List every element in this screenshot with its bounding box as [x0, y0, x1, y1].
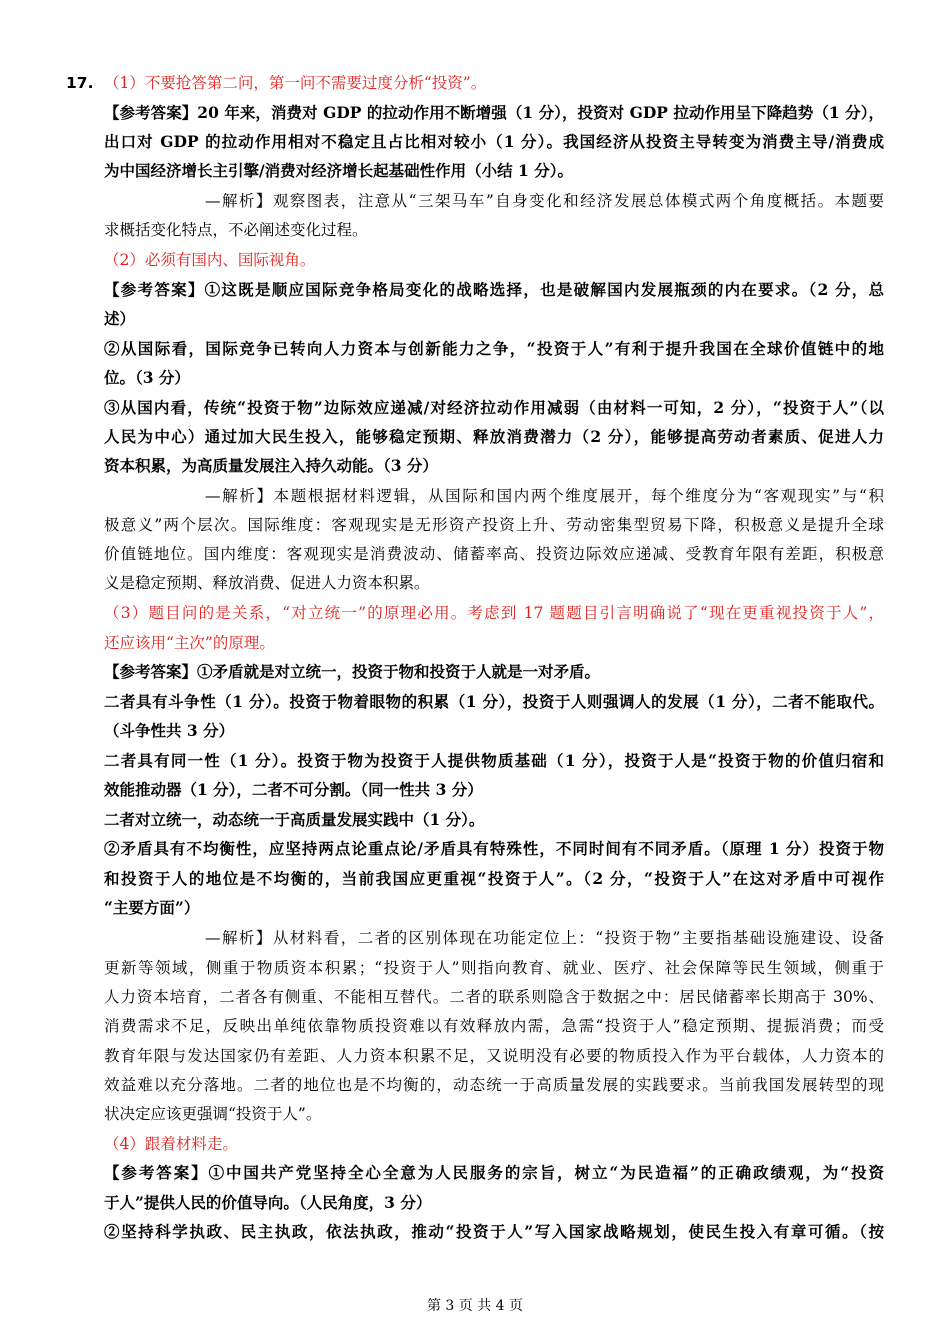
- text-line: 人民为中心）通过加大民生投入，能够稳定预期、释放消费潜力（2 分），能够提高劳动者素质、促进人力: [104, 427, 884, 446]
- page-footer: 第 3 页 共 4 页: [426, 1298, 524, 1314]
- text-line: 极意义”两个层次。国际维度：客观现实是无形资产投资上升、劳动密集型贸易下降，积极意义是提升全球: [104, 516, 884, 534]
- text-line: —解析】观察图表，注意从“三架马车”自身变化和经济发展总体模式两个角度概括。本题要: [205, 192, 884, 210]
- text-line: ②从国际看，国际竞争已转向人力资本与创新能力之争，“投资于人”有利于提升我国在全球价值链中的地: [104, 339, 884, 358]
- text-line: 述）: [104, 309, 136, 328]
- text-line: （2）必须有国内、国际视角。: [104, 251, 316, 269]
- text-line: 还应该用“主次”的原理。: [104, 634, 275, 652]
- text-line: 求概括变化特点，不必阐述变化过程。: [104, 221, 368, 239]
- text-line: （1）不要抢答第二问，第一问不需要过度分析“投资”。: [104, 74, 487, 92]
- text-line: 人力资本培育，二者各有侧重、不能相互替代。二者的联系则隐含于数据之中：居民储蓄率长期高于 30%、: [104, 988, 884, 1006]
- text-line: 义是稳定预期、释放消费、促进人力资本积累。: [104, 574, 430, 592]
- text-line: ②坚持科学执政、民主执政，依法执政，推动“投资于人”写入国家战略规划，使民生投入有章可循。（按: [104, 1222, 884, 1241]
- text-line: 【参考答案】20 年来，消费对 GDP 的拉动作用不断增强（1 分），投资对 GDP 拉动作用呈下降趋势（1 分），: [104, 103, 884, 122]
- text-line: （斗争性共 3 分）: [104, 721, 235, 740]
- text-line: （3）题目问的是关系，“对立统一”的原理必用。考虑到 17 题题目引言明确说了“现在更重视投资于人”，: [104, 604, 884, 622]
- text-line: “主要方面”）: [104, 898, 200, 917]
- text-line: 和投资于人的地位是不均衡的，当前我国应更重视“投资于人”。（2 分，“投资于人”在这对矛盾中可视作: [104, 869, 884, 888]
- text-line: 状决定应该更强调“投资于人”。: [104, 1105, 322, 1123]
- text-line: 教育年限与发达国家仍有差距、人力资本积累不足，又说明没有必要的物质投入作为平台载体，人力资本的: [104, 1047, 884, 1065]
- text-line: ②矛盾具有不均衡性，应坚持两点论重点论/矛盾具有特殊性，不同时间有不同矛盾。（原理 1 分）投资于物: [104, 839, 884, 858]
- text-line: 为中国经济增长主引擎/消费对经济增长起基础性作用（小结 1 分）。: [104, 161, 573, 180]
- text-line: 消费需求不足，反映出单纯依靠物质投资难以有效释放内需，急需“投资于人”稳定预期、提振消费；而受: [104, 1017, 884, 1035]
- text-line: 更新等领域，侧重于物质资本积累；“投资于人”则指向教育、就业、医疗、社会保障等民生领域，侧重于: [104, 959, 884, 977]
- text-line: 二者具有同一性（1 分）。投资于物为投资于人提供物质基础（1 分），投资于人是“投资于物的价值归宿和: [104, 751, 885, 770]
- text-line: （4）跟着材料走。: [104, 1135, 238, 1153]
- text-line: 【参考答案】①中国共产党坚持全心全意为人民服务的宗旨，树立“为民造福”的正确政绩观，为“投资: [104, 1163, 884, 1182]
- text-line: 二者具有斗争性（1 分）。投资于物着眼物的积累（1 分），投资于人则强调人的发展（1 分），二者不能取代。: [104, 692, 884, 711]
- text-line: 【参考答案】①这既是顺应国际竞争格局变化的战略选择，也是破解国内发展瓶颈的内在要求。（2 分，总: [104, 280, 884, 299]
- text-line: 二者对立统一，动态统一于高质量发展实践中（1 分）。: [104, 810, 485, 829]
- text-line: 资本积累，为高质量发展注入持久动能。（3 分）: [104, 456, 438, 475]
- text-line: —解析】从材料看，二者的区别体现在功能定位上：“投资于物”主要指基础设施建设、设备: [205, 929, 884, 947]
- text-line: ③从国内看，传统“投资于物”边际效应递减/对经济拉动作用减弱（由材料一可知，2 分），“投资于人”（以: [104, 398, 884, 417]
- question-number: 17.: [66, 74, 94, 92]
- text-line: 价值链地位。国内维度：客观现实是消费波动、储蓄率高、投资边际效应递减、受教育年限有差距，积极意: [104, 545, 884, 563]
- text-line: 出口对 GDP 的拉动作用相对不稳定且占比相对较小（1 分）。我国经济从投资主导转变为消费主导/消费成: [104, 132, 884, 151]
- text-line: 效益难以充分落地。二者的地位也是不均衡的，动态统一于高质量发展的实践要求。当前我国发展转型的现: [104, 1076, 884, 1094]
- text-line: 于人”提供人民的价值导向。（人民角度，3 分）: [104, 1193, 432, 1212]
- text-line: —解析】本题根据材料逻辑，从国际和国内两个维度展开，每个维度分为“客观现实”与“积: [205, 487, 884, 505]
- text-line: 【参考答案】①矛盾就是对立统一，投资于物和投资于人就是一对矛盾。: [104, 662, 601, 681]
- text-line: 位。（3 分）: [104, 368, 190, 387]
- text-line: 效能推动器（1 分），二者不可分割。（同一性共 3 分）: [104, 780, 483, 799]
